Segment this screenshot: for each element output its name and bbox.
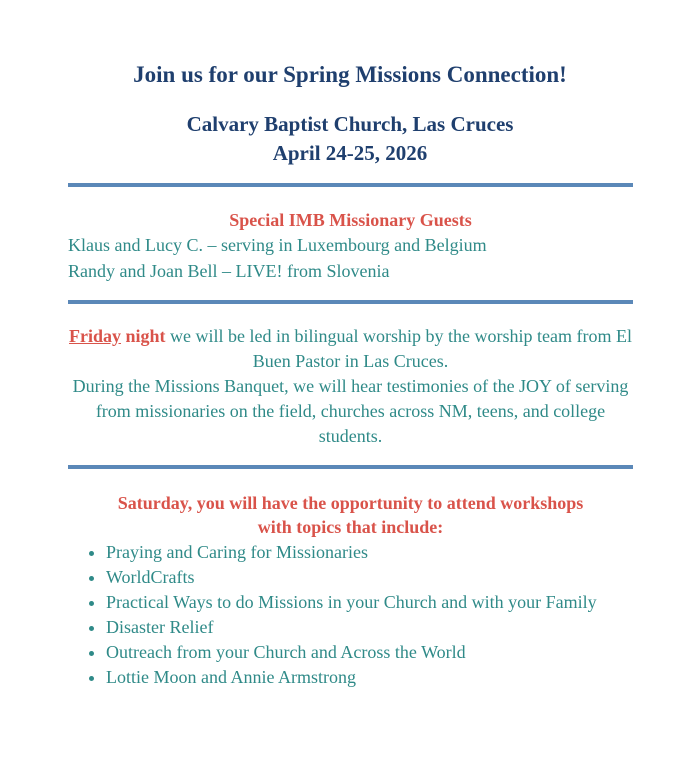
guest-line: Randy and Joan Bell – LIVE! from Slovenia xyxy=(68,261,390,281)
night-label: night xyxy=(125,326,166,346)
banquet-text: During the Missions Banquet, we will hear testimonies of the JOY of serving from missionaries on the field, churches across NM, teens, and college students. xyxy=(72,376,629,446)
section-divider xyxy=(68,300,633,304)
page-title: Join us for our Spring Missions Connection! xyxy=(133,62,567,87)
guests-title: Special IMB Missionary Guests xyxy=(229,210,472,230)
venue-name: Calvary Baptist Church, Las Cruces xyxy=(186,112,514,136)
venue-date-block xyxy=(0,110,700,168)
guest-line: Klaus and Lucy C. – serving in Luxembourg and Belgium xyxy=(68,235,487,255)
event-dates: April 24-25, 2026 xyxy=(272,141,428,165)
workshop-item: • Lottie Moon and Annie Armstrong xyxy=(106,665,628,690)
workshop-item: • Disaster Relief xyxy=(106,615,628,640)
section-divider xyxy=(68,465,633,469)
workshop-item: • Praying and Caring for Missionaries xyxy=(106,540,628,565)
section-divider xyxy=(68,183,633,187)
worship-text: we will be led in bilingual worship by the worship team from El Buen Pastor in Las Cruces. xyxy=(170,326,632,371)
workshop-item: • Practical Ways to do Missions in your Church and with your Family xyxy=(106,590,628,615)
friday-link[interactable]: Friday xyxy=(69,326,122,346)
workshop-list xyxy=(68,540,628,690)
workshop-item: • Outreach from your Church and Across the World xyxy=(106,640,628,665)
friday-description xyxy=(68,324,633,449)
saturday-title xyxy=(68,491,633,539)
saturday-title-line: Saturday, you will have the opportunity to attend workshops xyxy=(117,493,584,513)
saturday-title-line: with topics that include: xyxy=(257,517,444,537)
workshop-item: • WorldCrafts xyxy=(106,565,628,590)
friday-worship-paragraph xyxy=(68,324,633,374)
